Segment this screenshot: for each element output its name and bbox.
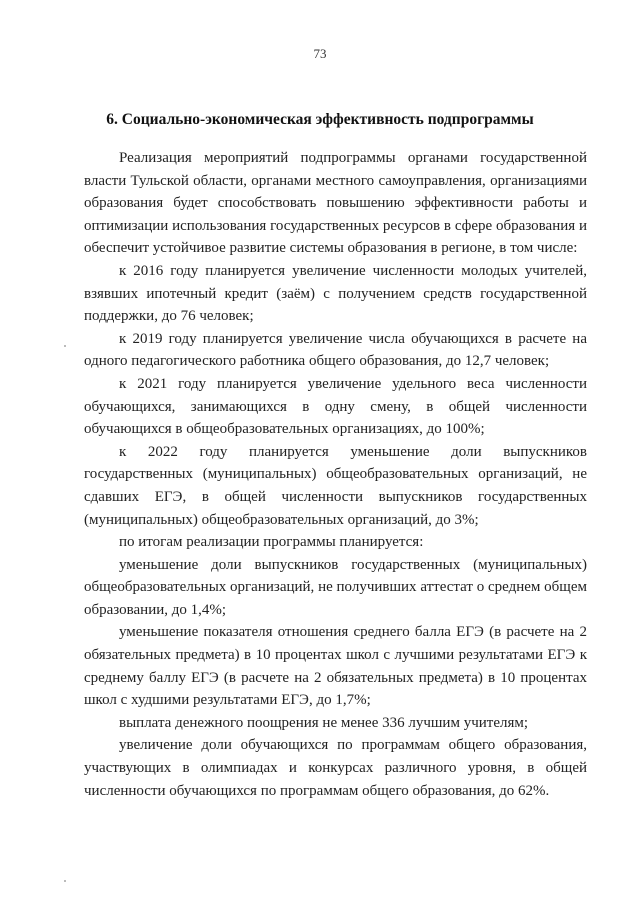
scan-mark — [64, 880, 66, 882]
paragraph-attestat: уменьшение доли выпускников государственных (муниципальных) общеобразовательных организаций, не получивших аттестат о среднем общем образовании, до 1,4%; — [84, 556, 587, 618]
section-body — [84, 147, 587, 802]
paragraph-teacher-bonus: выплата денежного поощрения не менее 336 лучшим учителям; — [119, 714, 529, 731]
section-heading: 6. Социально-экономическая эффективность подпрограммы — [106, 111, 534, 128]
paragraph-intro: Реализация мероприятий подпрограммы органами государственной власти Тульской области, органами местного самоуправления, организациями образования будет способствовать повышению эффективности работы и оптимизации использования государственных ресурсов в сфере образования и обеспечит устойчивое развитие системы образования в регионе, в том числе: — [84, 150, 587, 257]
paragraph-program-results: по итогам реализации программы планируется: — [119, 534, 424, 551]
paragraph-olympiads: увеличение доли обучающихся по программам общего образования, участвующих в олимпиадах и конкурсах различного уровня, в общей численности обучающихся по программам общего образования, до 62%. — [84, 737, 587, 799]
paragraph-ege-ratio: уменьшение показателя отношения среднего балла ЕГЭ (в расчете на 2 обязательных предмета) в 10 процентах школ с лучшими результатами ЕГЭ к среднему баллу ЕГЭ (в расчете на 2 обязательных предмета) в 10 процентах школ с худшими результатами ЕГЭ, до 1,7%; — [84, 624, 587, 709]
paragraph-2016: к 2016 году планируется увеличение численности молодых учителей, взявших ипотечный кредит (заём) с получением средств государственной поддержки, до 76 человек; — [84, 262, 587, 325]
page-number: 73 — [313, 46, 327, 61]
paragraph-2022: к 2022 году планируется уменьшение доли выпускников государственных (муниципальных) общеобразовательных организаций, не сдавших ЕГЭ, в общей численности выпускников государственных (муниципальных) общеобразовательных организаций, до 3%; — [84, 443, 587, 528]
paragraph-2019: к 2019 году планируется увеличение числа обучающихся в расчете на одного педагогического работника общего образования, до 12,7 человек; — [84, 330, 587, 370]
scan-mark — [64, 345, 66, 347]
paragraph-2021: к 2021 году планируется увеличение удельного веса численности обучающихся, занимающихся в одну смену, в общей численности обучающихся в общеобразовательных организациях, до 100%; — [84, 375, 587, 438]
